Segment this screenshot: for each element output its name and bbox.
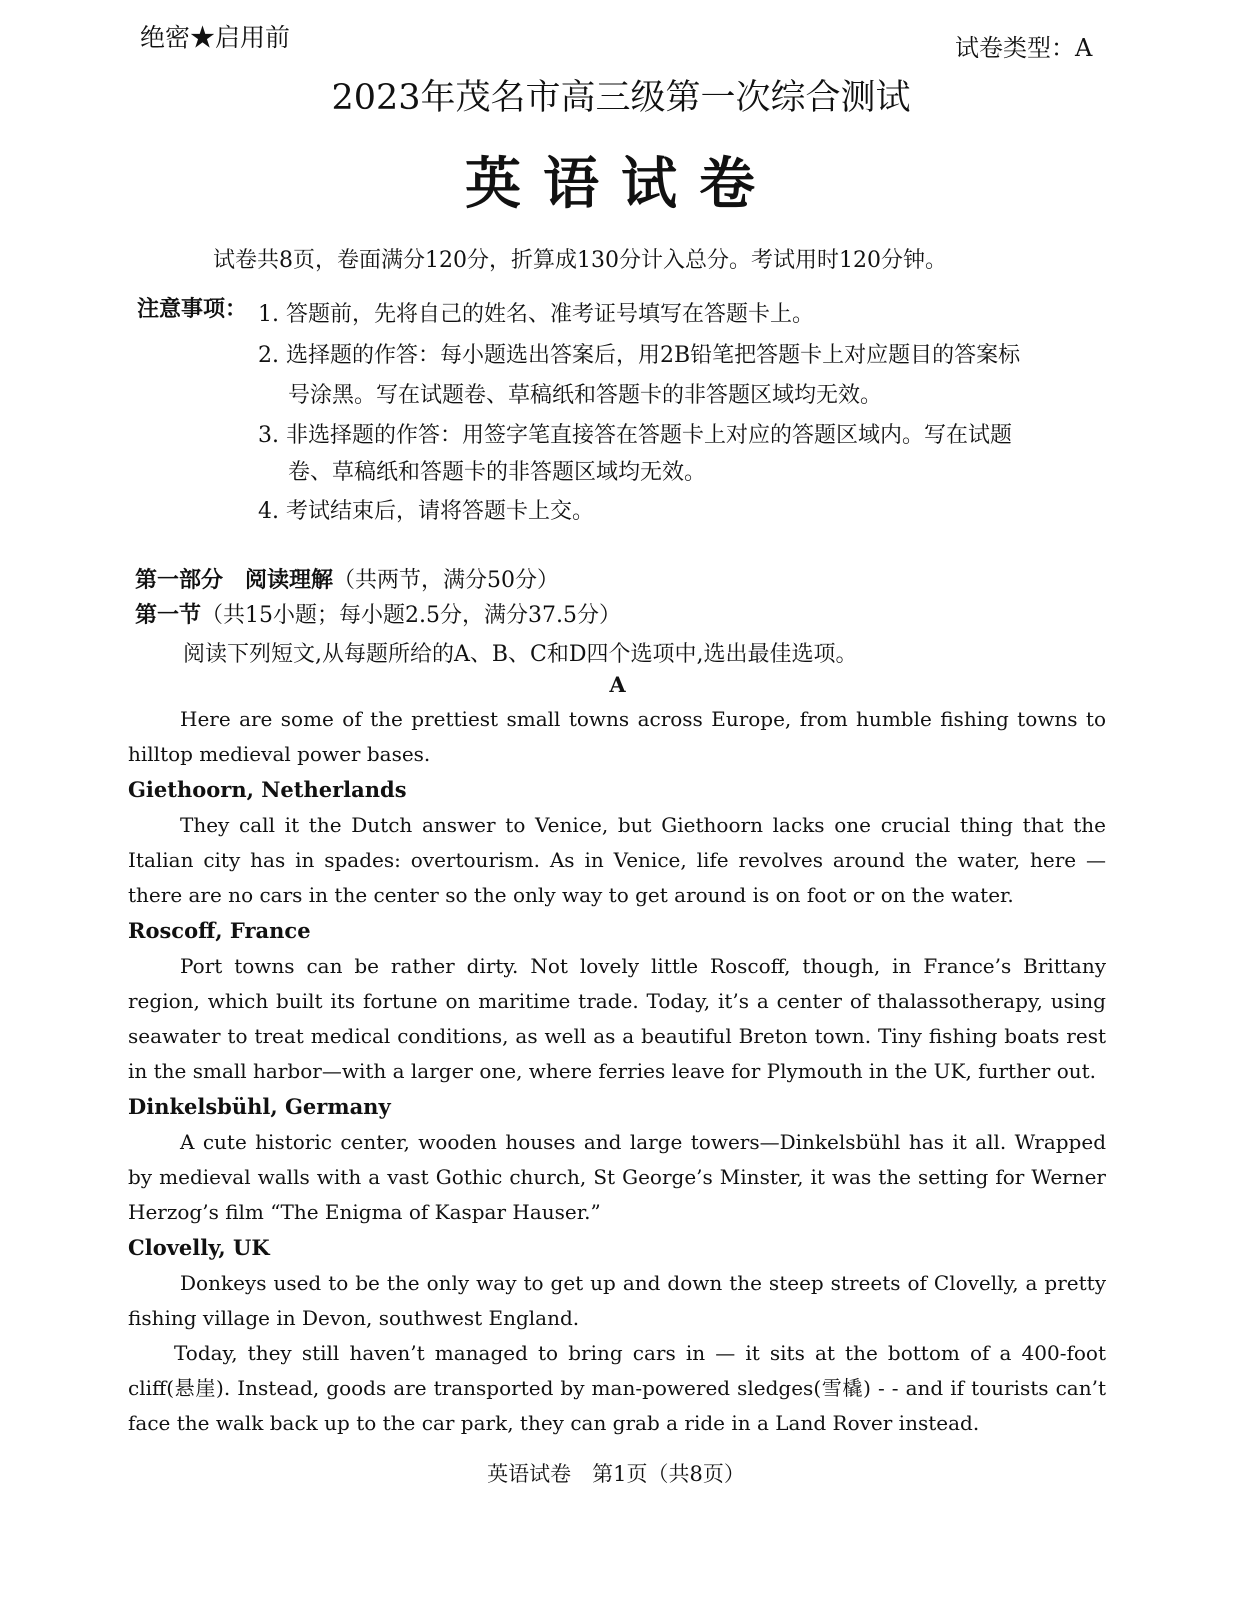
note-item: 2. 选择题的作答：每小题选出答案后，用2B铅笔把答题卡上对应题目的答案标 <box>258 343 1021 368</box>
section-heading <box>135 598 621 629</box>
note-item-cont: 卷、草稿纸和答题卡的非答题区域均无效。 <box>288 460 707 485</box>
part-heading <box>135 563 559 594</box>
town-heading: Clovelly, UK <box>128 1235 270 1260</box>
paper-type: 试卷类型：A <box>955 34 1093 62</box>
notes-label: 注意事项： <box>137 296 248 322</box>
instruction: 阅读下列短文,从每题所给的A、B、C和D四个选项中,选出最佳选项。 <box>183 642 858 667</box>
part-detail: （共两节，满分50分） <box>333 568 560 593</box>
note-item: 4. 考试结束后，请将答题卡上交。 <box>258 499 594 524</box>
town-heading: Giethoorn, Netherlands <box>128 777 407 802</box>
section-detail: （共15小题；每小题2.5分，满分37.5分） <box>201 603 621 628</box>
note-item: 1. 答题前，先将自己的姓名、准考证号填写在答题卡上。 <box>258 302 814 327</box>
town-heading: Dinkelsbühl, Germany <box>128 1094 391 1119</box>
part-title: 第一部分 阅读理解 <box>135 567 334 593</box>
subject-title: 英语试卷 <box>465 151 777 217</box>
confidential-label: 绝密★启用前 <box>140 23 291 52</box>
exam-title: 2023年茂名市高三级第一次综合测试 <box>331 78 911 118</box>
town-paragraph: Donkeys used to be the only way to get up and down the steep streets of Clovelly, a pretty fishing village in Devon, southwest England. <box>128 1271 1106 1330</box>
town-paragraph: They call it the Dutch answer to Venice, but Giethoorn lacks one crucial thing that the Italian city has in spades: overtourism. As in Venice, life revolves around the water, here — there are no cars in the center so the only way to get around is on foot or on the water. <box>128 813 1106 907</box>
town-heading: Roscoff, France <box>128 918 311 943</box>
passage-body <box>128 702 1106 1441</box>
note-item: 3. 非选择题的作答：用签字笔直接答在答题卡上对应的答题区域内。写在试题 <box>258 423 1012 448</box>
note-item-cont: 号涂黑。写在试题卷、草稿纸和答题卡的非答题区域均无效。 <box>288 383 883 408</box>
town-paragraph: Today, they still haven’t managed to bring cars in — it sits at the bottom of a 400-foot cliff(悬崖). Instead, goods are transported by man-powered sledges(雪橇) - - and if tourists can’t face the walk back up to the car park, they can grab a ride in a Land Rover instead. <box>128 1341 1106 1435</box>
passage-letter: A <box>609 672 626 697</box>
page-footer: 英语试卷 第1页（共8页） <box>487 1462 745 1486</box>
passage-intro: Here are some of the prettiest small towns across Europe, from humble fishing towns to hilltop medieval power bases. <box>128 707 1106 766</box>
exam-info: 试卷共8页，卷面满分120分，折算成130分计入总分。考试用时120分钟。 <box>213 248 947 273</box>
town-paragraph: A cute historic center, wooden houses and large towers—Dinkelsbühl has it all. Wrapped by medieval walls with a vast Gothic church, St George’s Minster, it was the setting for Werner Herzog’s film “The Enigma of Kaspar Hauser.” <box>128 1130 1106 1224</box>
section-title: 第一节 <box>135 602 202 628</box>
town-paragraph: Port towns can be rather dirty. Not lovely little Roscoff, though, in France’s Brittany region, which built its fortune on maritime trade. Today, it’s a center of thalassotherapy, using seawater to treat medical conditions, as well as a beautiful Breton town. Tiny fishing boats rest in the small harbor—with a larger one, where ferries leave for Plymouth in the UK, further out. <box>128 954 1106 1083</box>
